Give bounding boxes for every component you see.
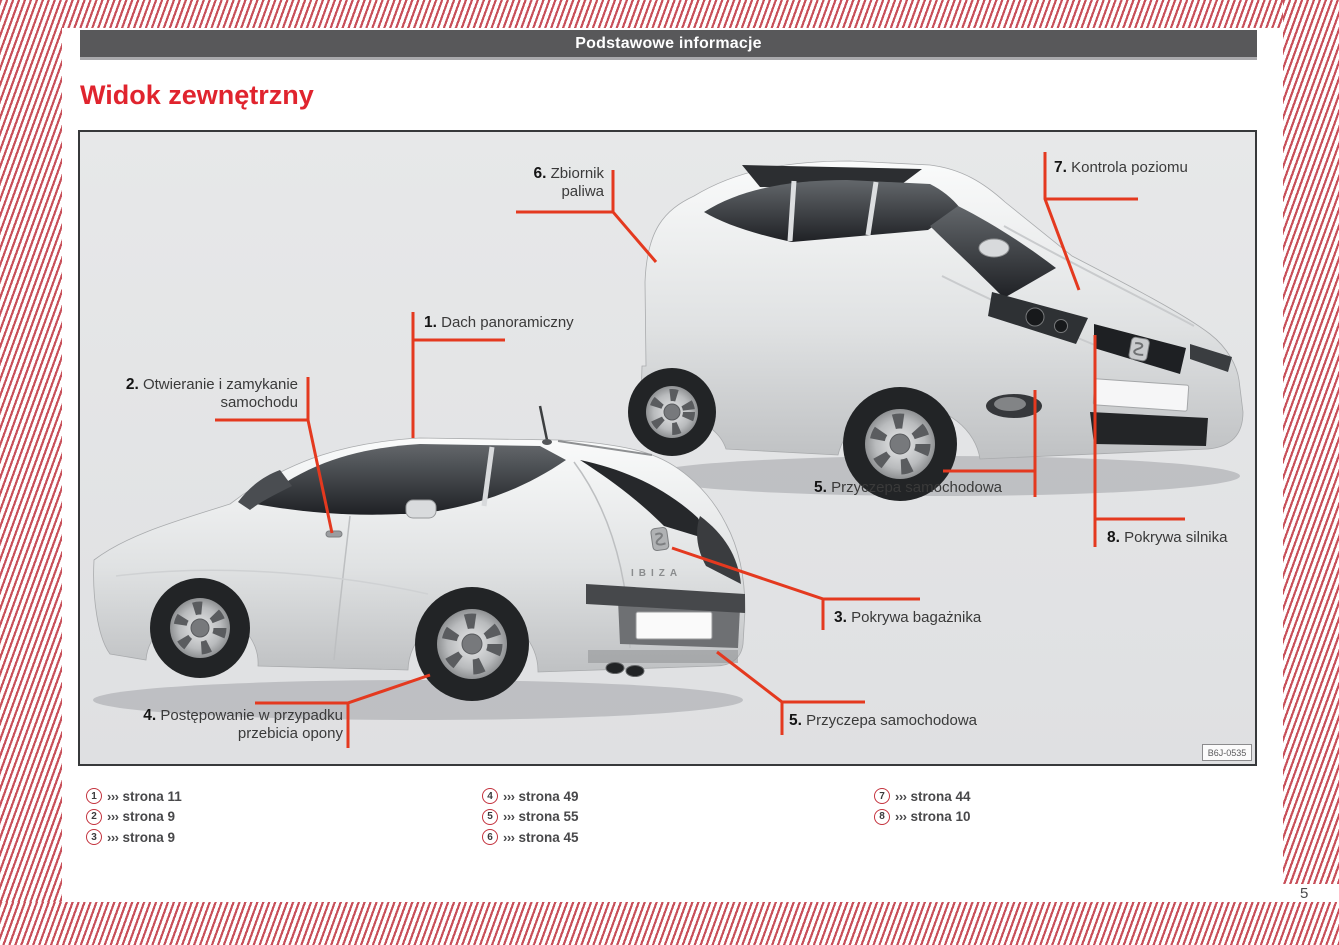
legend-item-2	[86, 807, 182, 828]
legend-chevron-icon: ›››	[503, 788, 515, 804]
callout-4-tyre-puncture	[100, 707, 343, 743]
rear-license-plate	[636, 612, 712, 639]
headlight-projector	[1055, 320, 1068, 333]
legend-page-ref: strona 10	[910, 809, 971, 825]
chapter-title: Podstawowe informacje	[575, 34, 762, 52]
fog-lamp	[994, 397, 1026, 411]
callout-number: 5.	[789, 712, 802, 729]
side-mirror	[406, 500, 436, 518]
callout-text: Postępowanie w przypadku	[160, 707, 343, 724]
legend-item-1	[86, 786, 182, 807]
callout-1-panoramic-roof	[424, 314, 574, 332]
figure-panel	[78, 130, 1257, 766]
callout-number: 5.	[814, 479, 827, 496]
page-border-stripes-right	[1283, 0, 1339, 884]
figure-code: B6J-0535	[1202, 744, 1252, 761]
legend-page-ref: strona 45	[518, 829, 579, 845]
callout-6-fuel-tank	[469, 165, 604, 201]
callout-number: 7.	[1054, 159, 1067, 176]
callout-text: przebicia opony	[237, 725, 343, 742]
callout-text: samochodu	[220, 394, 298, 411]
page-border-stripes-left	[0, 0, 62, 945]
legend-column-2	[482, 786, 579, 848]
antenna-base	[542, 439, 552, 445]
legend-number-badge: 8	[874, 809, 890, 825]
lower-grille	[1090, 412, 1208, 446]
legend-number-badge: 2	[86, 809, 102, 825]
legend-page-ref: strona 9	[122, 829, 176, 845]
front-car-illustration	[628, 161, 1243, 501]
callout-number: 8.	[1107, 529, 1120, 546]
legend-chevron-icon: ›››	[107, 788, 119, 804]
legend-number-badge: 7	[874, 788, 890, 804]
legend-page-ref: strona 44	[910, 788, 971, 804]
callout-number: 1.	[424, 314, 437, 331]
legend-chevron-icon: ›››	[503, 809, 515, 825]
callout-2-opening-closing	[60, 376, 298, 412]
door-handle	[326, 531, 342, 537]
legend-number-badge: 5	[482, 809, 498, 825]
legend-item-4	[482, 786, 579, 807]
legend-chevron-icon: ›››	[895, 788, 907, 804]
side-mirror	[979, 239, 1009, 257]
legend-number-badge: 1	[86, 788, 102, 804]
legend-column-3	[874, 786, 971, 827]
callout-5-trailer-bottom	[789, 712, 977, 730]
legend-chevron-icon: ›››	[503, 829, 515, 845]
antenna	[540, 406, 547, 440]
page-number: 5	[1300, 885, 1309, 902]
ibiza-lettering: IBIZA	[631, 568, 683, 579]
callout-text: Pokrywa silnika	[1124, 529, 1228, 546]
legend-item-5	[482, 807, 579, 828]
exterior-view-illustration	[80, 132, 1255, 764]
legend-chevron-icon: ›››	[107, 829, 119, 845]
chapter-header-bar	[80, 30, 1257, 57]
section-title: Widok zewnętrzny	[80, 80, 314, 110]
callout-3-boot-lid	[834, 609, 981, 627]
callout-text: Przyczepa samochodowa	[831, 479, 1003, 496]
callout-text: Dach panoramiczny	[441, 314, 574, 331]
bumper-shadow	[588, 650, 738, 663]
legend-item-3	[86, 827, 182, 848]
callout-text: Zbiornik	[550, 165, 604, 182]
legend-number-badge: 4	[482, 788, 498, 804]
callout-8-engine-cover	[1107, 529, 1227, 547]
legend-chevron-icon: ›››	[107, 809, 119, 825]
seat-badge	[1128, 337, 1150, 362]
front-wheel	[150, 578, 250, 678]
legend-page-ref: strona 9	[122, 809, 176, 825]
legend-chevron-icon: ›››	[895, 809, 907, 825]
headlight-projector	[1026, 308, 1044, 326]
callout-5-trailer-top	[814, 479, 1002, 497]
rear-wheel	[628, 368, 716, 456]
legend-item-8	[874, 807, 971, 828]
callout-text: Kontrola poziomu	[1071, 159, 1188, 176]
rear-wheel	[415, 587, 529, 701]
legend-column-1	[86, 786, 182, 848]
callout-text: Przyczepa samochodowa	[806, 712, 978, 729]
callout-number: 3.	[834, 609, 847, 626]
legend-item-6	[482, 827, 579, 848]
exhaust-pipe	[626, 666, 644, 677]
page-border-stripes-bottom	[0, 902, 1339, 945]
page-border-stripes-top	[0, 0, 1339, 28]
legend-page-ref: strona 11	[122, 788, 182, 804]
legend-number-badge: 6	[482, 829, 498, 845]
callout-text: paliwa	[561, 183, 604, 200]
callout-text: Otwieranie i zamykanie	[142, 376, 298, 393]
exhaust-pipe	[606, 663, 624, 674]
rear-car-illustration	[93, 406, 745, 720]
callout-text: Pokrywa bagażnika	[851, 609, 982, 626]
legend-page-ref: strona 49	[518, 788, 579, 804]
seat-badge	[650, 527, 669, 551]
callout-number: 6.	[533, 165, 547, 182]
callout-7-level-check	[1054, 159, 1188, 177]
legend-number-badge: 3	[86, 829, 102, 845]
legend-page-ref: strona 55	[518, 809, 579, 825]
callout-number: 2.	[125, 376, 139, 393]
callout-number: 4.	[143, 707, 157, 724]
legend-item-7	[874, 786, 971, 807]
